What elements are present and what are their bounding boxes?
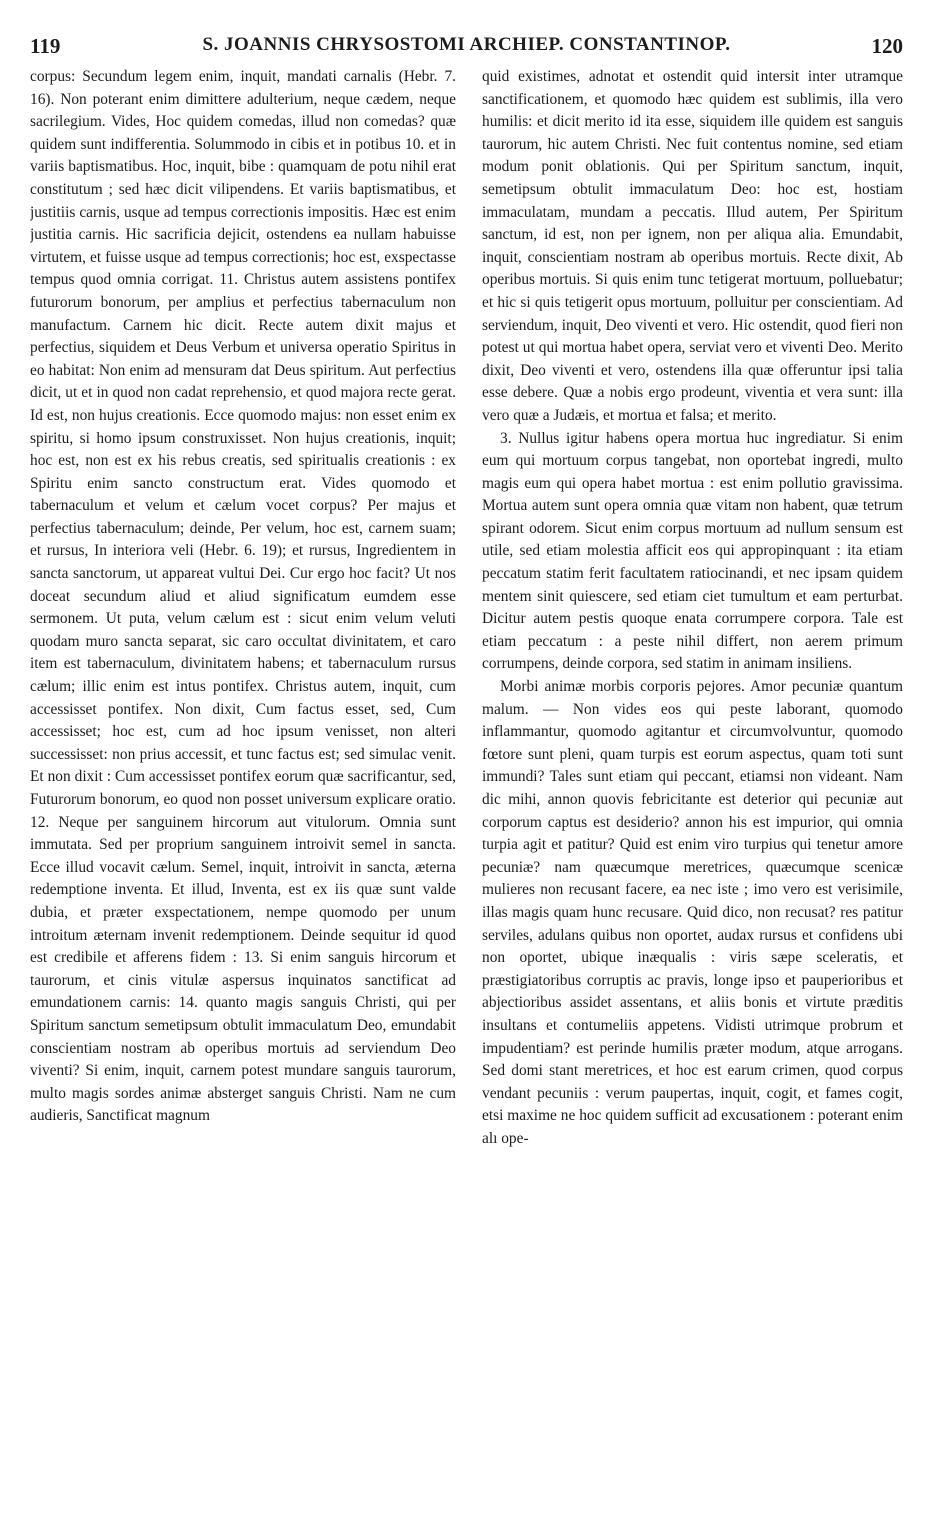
right-column bbox=[482, 66, 903, 1526]
running-header bbox=[30, 34, 903, 62]
right-column-paragraph-3: Morbi animæ morbis corporis pejores. Amor pecuniæ quantum malum. — Non vides eos qui peste laborant, quomodo inflammantur, quomodo agitantur et circumvolvuntur, quomodo fœtore sunt pleni, quam turpis est eorum aspectus, quam toti sunt immundi? Tales sunt etiam qui peccant, etiamsi non videant. Nam dic mihi, annon quovis febricitante est deterior qui pecuniæ aut corporum captus est desiderio? annon his est impurior, qui omnia turpia agit et patitur? Quid est enim viro turpius qui tenetur amore pecuniæ? nam quæcumque meretrices, quæcumque scenicæ mulieres non recusant facere, ea nec iste ; imo vero est verisimile, illas magis quam hunc recusare. Quid dico, non recusat? res patitur serviles, adulans quibus non oportet, audax rursus et confidens ubi non oportet, ubique inæqualis : viris sæpe sceleratis, et præstigiatoribus corruptis ac pravis, longe ipso et pauperioribus et abjectioribus assidet assentans, et aliis bonis et virtute præditis insultans et contumeliis appetens. Vidisti utrimque probrum et impudentiam? est perinde humilis præter modum, atque arrogans. Sed domi stant meretrices, et hoc est earum crimen, quod corpus vendant pecuniis : verum paupertas, inquit, cogit, et fames cogit, etsi maxime ne hoc quidem sufficit ad excusationem : poterant enim alı ope- bbox=[482, 678, 903, 1147]
page-number-right: 120 bbox=[871, 34, 903, 58]
left-column-paragraph-1: corpus: Secundum legem enim, inquit, mandati carnalis (Hebr. 7. 16). Non poterant enim dimittere adulterium, neque cædem, neque sacrilegium. Vides, Hoc quidem comedas, illud non comedas? quæ quidem sunt indifferentia. Solummodo in cibis et in potibus 10. et in variis baptismatibus. Hoc, inquit, bibe : quamquam de potu nihil erat constitutum ; sed hæc dicit vilipendens. Et variis baptismatibus, et justitiis carnis, usque ad tempus correctionis impositis. Hæc est enim justitia carnis. Hic sacrificia dejicit, ostendens ea nullam habuisse virtutem, et fuisse usque ad tempus correctionis; hoc est, exspectasse tempus quod omnia corrigat. 11. Christus autem assistens pontifex futurorum bonorum, per amplius et perfectius tabernaculum non manufactum. Carnem hic dicit. Recte autem dixit majus et perfectius, siquidem et Deus Verbum et universa operatio Spiritus in eo habitat: Non enim ad mensuram dat Deus spiritum. Aut perfectius dicit, ut et in quod non cadat reprehensio, et quod majora recte gerat. Id est, non hujus creationis. Ecce quomodo majus: non esset enim ex spiritu, si homo ipsum construxisset. Non hujus creationis, inquit; hoc est, non est ex his rebus creatis, sed spiritualis creationis : ex Spiritu enim sancto constructum erat. Vides quomodo et tabernaculum et velum et cælum vocet corpus? Per majus et perfectius tabernaculum; deinde, Per velum, hoc est, carnem suam; et rursus, In interiora veli (Hebr. 6. 19); et rursus, Ingredientem in sancta sanctorum, ut appareat vultui Dei. Cur ergo hoc facit? Ut nos doceat secundum aliud et aliud significatum eumdem esse sermonem. Ut puta, velum cælum est : sicut enim velum veluti quodam muro sancta separat, sic caro occultat divinitatem, et caro item est tabernaculum, divinitatem habens; et tabernaculum rursus cælum; illic enim est intus pontifex. Christus autem, inquit, cum accessisset pontifex. Non dixit, Cum factus esset, sed, Cum accessisset; hoc est, cum ad hoc ipsum venisset, non alteri successisset: non prius accessit, et tunc factus est; sed simulac venit. Et non dixit : Cum accessisset pontifex eorum quæ sacrificantur, sed, Futurorum bonorum, eo quod non posset universum explicare oratio. 12. Neque per sanguinem hircorum aut vitulorum. Omnia sunt immutata. Sed per proprium sanguinem introivit semel in sancta. Ecce illud vocavit cælum. Semel, inquit, introivit in sancta, æterna redemptione inventa. Et illud, Inventa, est ex iis quæ sunt valde dubia, et præter exspectationem, nempe quomodo per unum introitum æternam invenit redemptionem. Deinde sequitur id quod est credibile et afferens fidem : 13. Si enim sanguis hircorum et taurorum, et cinis vitulæ aspersus inquinatos sanctificat ad emundationem carnis: 14. quanto magis sanguis Christi, qui per Spiritum sanctum semetipsum obtulit immaculatum Deo, emundabit conscientiam nostram ab operibus mortuis ad serviendum Deo viventi? Si enim, inquit, carnem potest mundare sanguis taurorum, multo magis sordes animæ absterget sanguis Christi. Nam ne cum audieris, Sanctificat magnum bbox=[30, 68, 456, 1125]
right-column-paragraph-2: 3. Nullus igitur habens opera mortua huc ingrediatur. Si enim eum qui mortuum corpus tangebat, non oportebat ingredi, multo magis eum qui opera habet mortua : est enim pollutio gravissima. Mortua autem sunt opera omnia quæ vitam non habent, quæ tetrum spirant odorem. Sicut enim corpus mortuum ad nullum sensum est utile, sed etiam molestia afficit eos qui appropinquant : ita etiam peccatum statim ferit facultatem ratiocinandi, et nec ipsam quidem mentem sinit quiescere, sed etiam ciet tumultum et eam perturbat. Dicitur autem pestis quoque enata corrumpere corpora. Tale est etiam peccatum : a peste nihil differt, non aerem primum corrumpens, deinde corpora, sed statim in animam insiliens. bbox=[482, 429, 903, 673]
left-column bbox=[30, 66, 456, 1526]
page-number-left: 119 bbox=[30, 34, 61, 58]
running-title: S. JOANNIS CHRYSOSTOMI ARCHIEP. CONSTANTINOP. bbox=[202, 34, 731, 55]
right-column-paragraph-1: quid existimes, adnotat et ostendit quid intersit inter utramque sanctificationem, et quomodo hæc quidem est sublimis, illa vero humilis: et dicit merito id ita esse, siquidem ille quidem est sanguis taurorum, hic autem Christi. Nec fuit contentus nomine, sed etiam modum ponit oblationis. Qui per Spiritum sanctum, inquit, semetipsum obtulit immaculatum Deo: hoc est, hostiam immaculatam, mundam a peccatis. Illud autem, Per Spiritum sanctum, id est, non per ignem, non per aliqua alia. Emundabit, inquit, conscientiam nostram ab operibus mortuis. Recte dixit, Ab operibus mortuis. Si quis enim tunc tetigerat mortuum, polluebatur; et hic si quis tetigerit opus mortuum, polluitur per conscientiam. Ad serviendum, inquit, Deo viventi et vero. Hic ostendit, quod fieri non potest ut qui mortua habet opera, serviat vero et viventi Deo. Merito dixit, Deo viventi et vero, ostendens illa quæ offeruntur ipsi talia esse debere. Quæ a nobis ergo prodeunt, viventia et vera sunt: illa vero quæ a Judæis, et mortua et falsa; et merito. bbox=[482, 68, 903, 424]
